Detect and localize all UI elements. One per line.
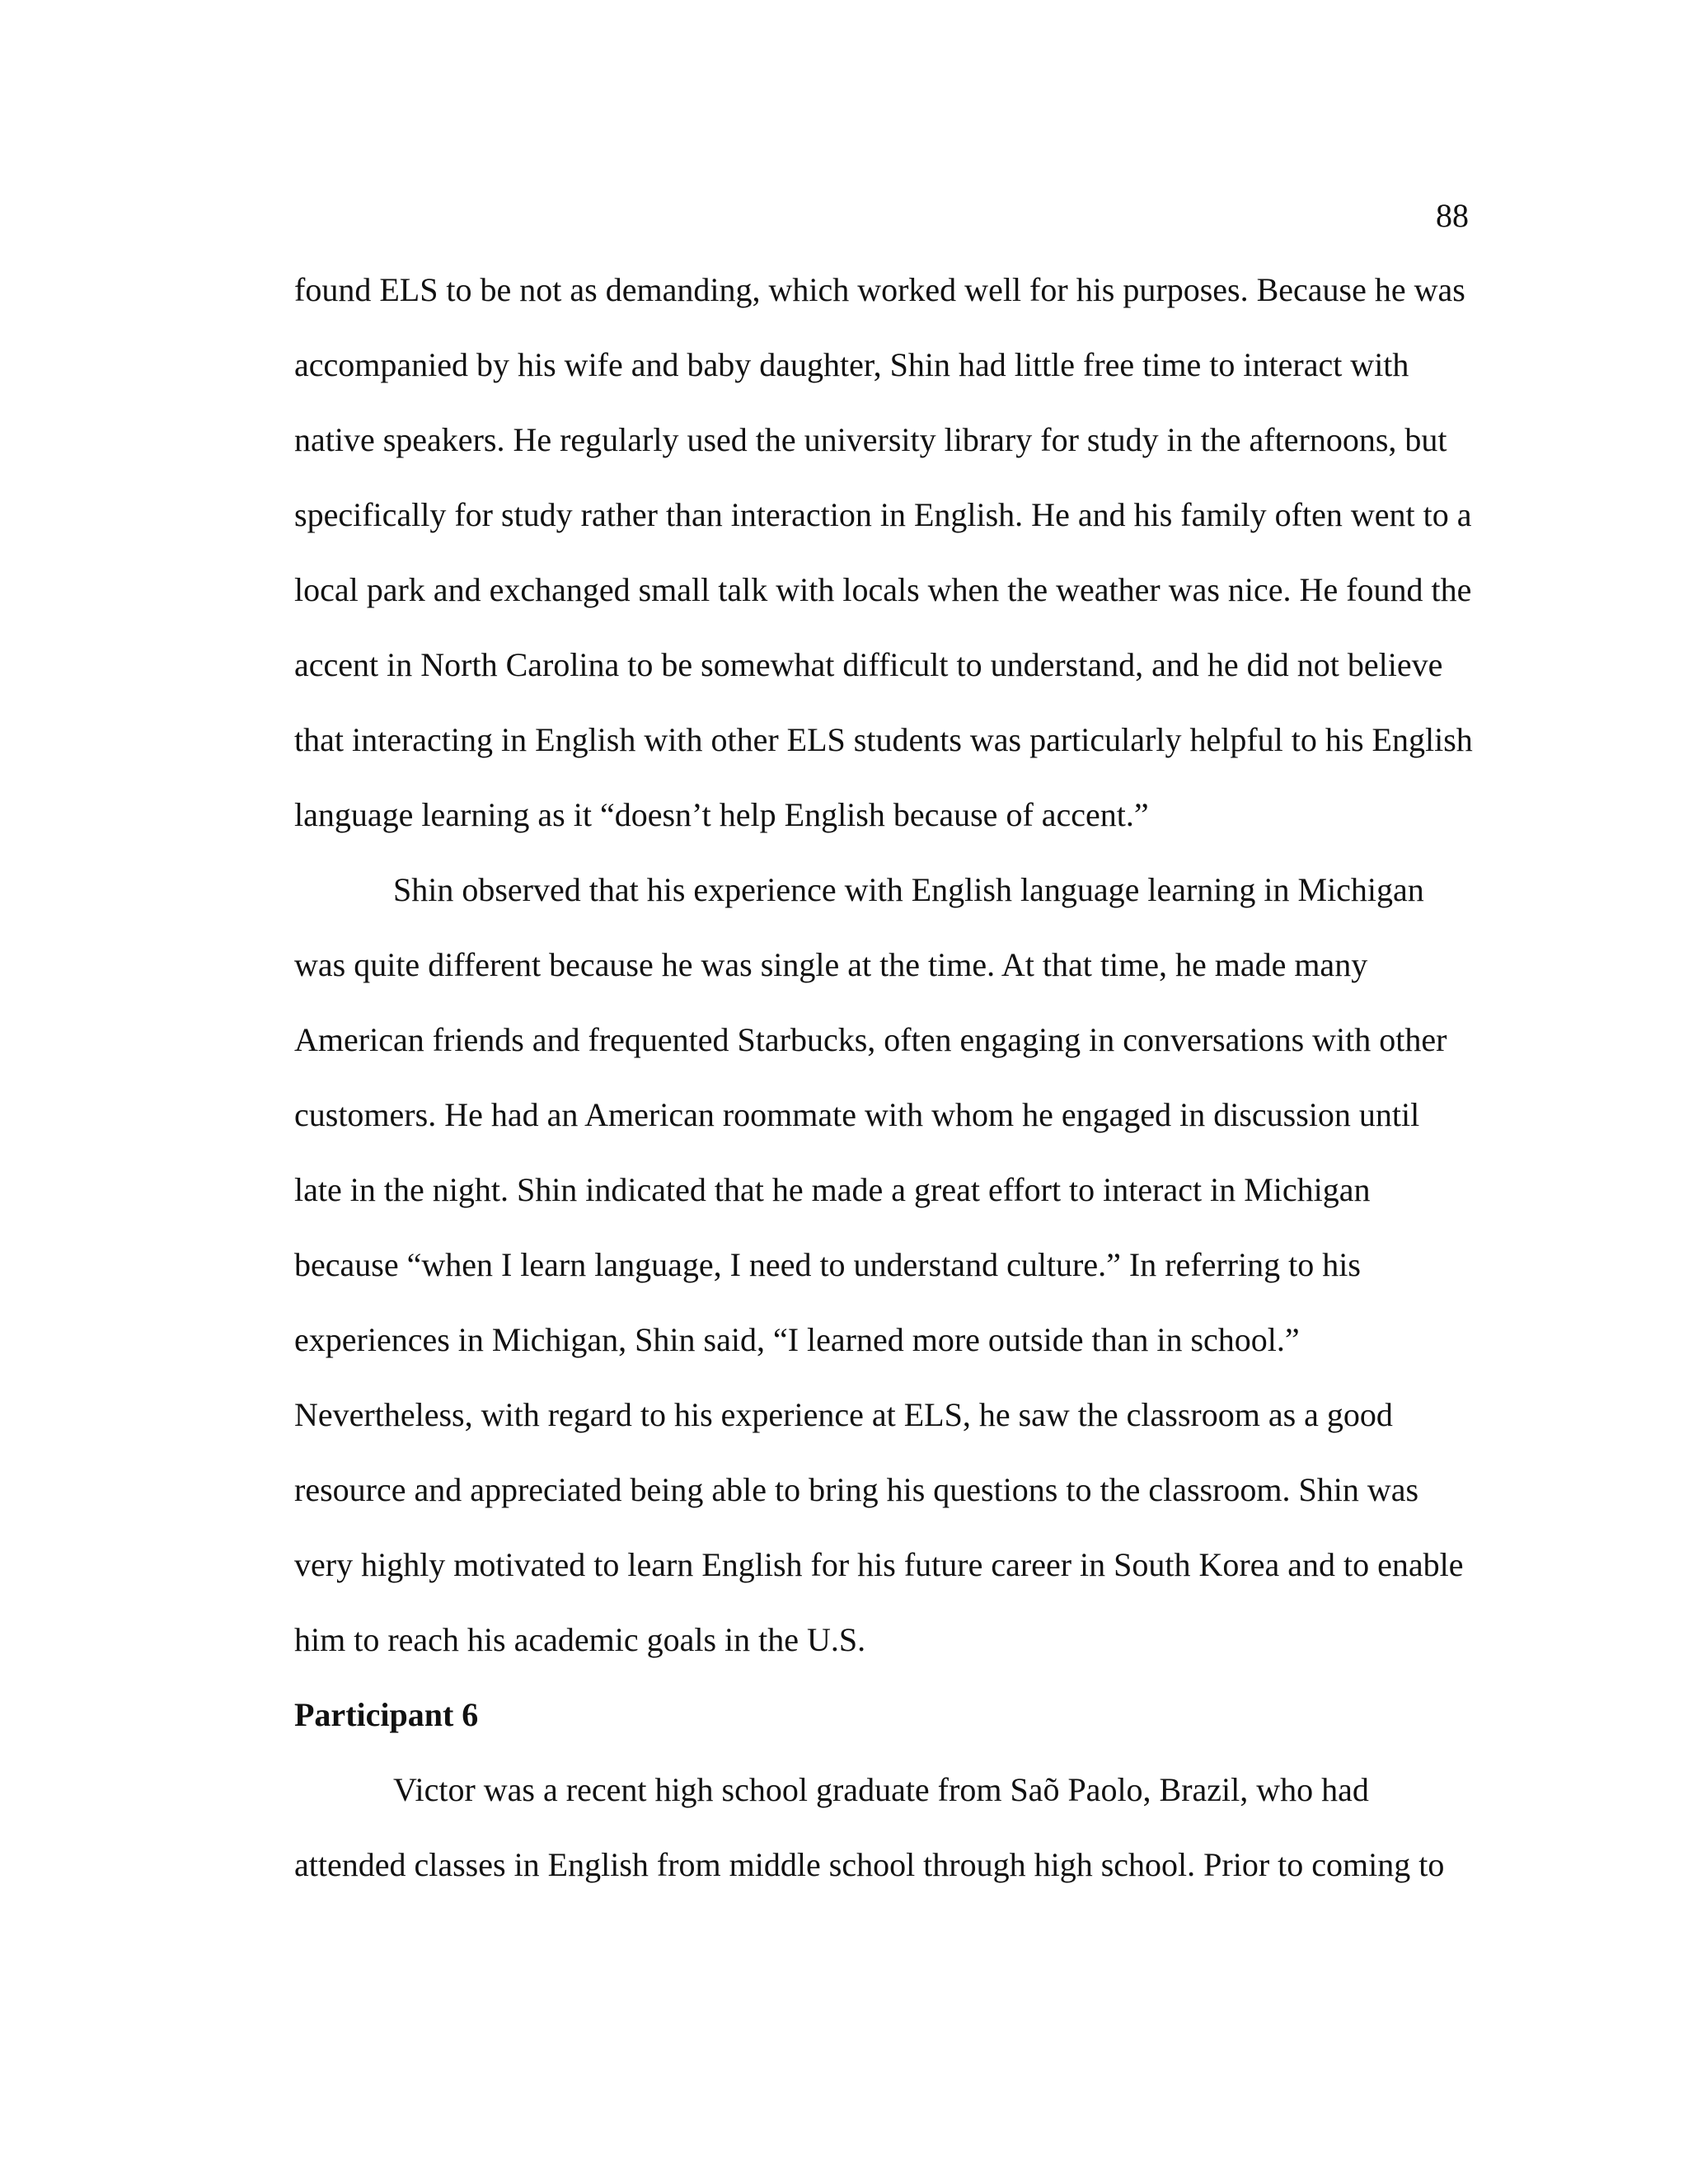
text-line: Shin observed that his experience with English language learning in Michigan <box>393 871 1424 908</box>
section-heading <box>294 1677 1475 1752</box>
text-line: native speakers. He regularly used the university library for study in the afternoons, but <box>294 421 1447 458</box>
text-line: found ELS to be not as demanding, which worked well for his purposes. Because he was <box>294 271 1465 308</box>
text-line: late in the night. Shin indicated that he made a great effort to interact in Michigan <box>294 1171 1371 1208</box>
text-line: very highly motivated to learn English for his future career in South Korea and to enable <box>294 1546 1464 1583</box>
page-number: 88 <box>1436 197 1469 234</box>
text-line: accent in North Carolina to be somewhat difficult to understand, and he did not believe <box>294 646 1443 683</box>
text-line: Victor was a recent high school graduate from Saõ Paolo, Brazil, who had <box>393 1771 1369 1808</box>
body-text <box>294 252 1475 1902</box>
text-line: him to reach his academic goals in the U.S. <box>294 1621 866 1658</box>
text-line: attended classes in English from middle school through high school. Prior to coming to <box>294 1846 1445 1883</box>
text-line: customers. He had an American roommate with whom he engaged in discussion until <box>294 1096 1420 1133</box>
text-line: that interacting in English with other ELS students was particularly helpful to his English <box>294 721 1473 758</box>
text-line: local park and exchanged small talk with locals when the weather was nice. He found the <box>294 571 1472 608</box>
text-line: experiences in Michigan, Shin said, “I learned more outside than in school.” <box>294 1321 1300 1358</box>
text-line: was quite different because he was single at the time. At that time, he made many <box>294 946 1368 983</box>
text-line: Nevertheless, with regard to his experience at ELS, he saw the classroom as a good <box>294 1396 1393 1433</box>
text-line: because “when I learn language, I need to understand culture.” In referring to his <box>294 1246 1361 1283</box>
text-line: resource and appreciated being able to bring his questions to the classroom. Shin was <box>294 1471 1419 1508</box>
heading-participant-6: Participant 6 <box>294 1696 479 1733</box>
text-line: specifically for study rather than interaction in English. He and his family often went to a <box>294 496 1472 533</box>
paragraph-2 <box>294 852 1475 1677</box>
paragraph-3 <box>294 1752 1475 1902</box>
text-line: language learning as it “doesn’t help English because of accent.” <box>294 796 1149 833</box>
text-line: American friends and frequented Starbucks, often engaging in conversations with other <box>294 1021 1447 1058</box>
paragraph-1 <box>294 252 1475 852</box>
text-line: accompanied by his wife and baby daughter, Shin had little free time to interact with <box>294 346 1409 383</box>
